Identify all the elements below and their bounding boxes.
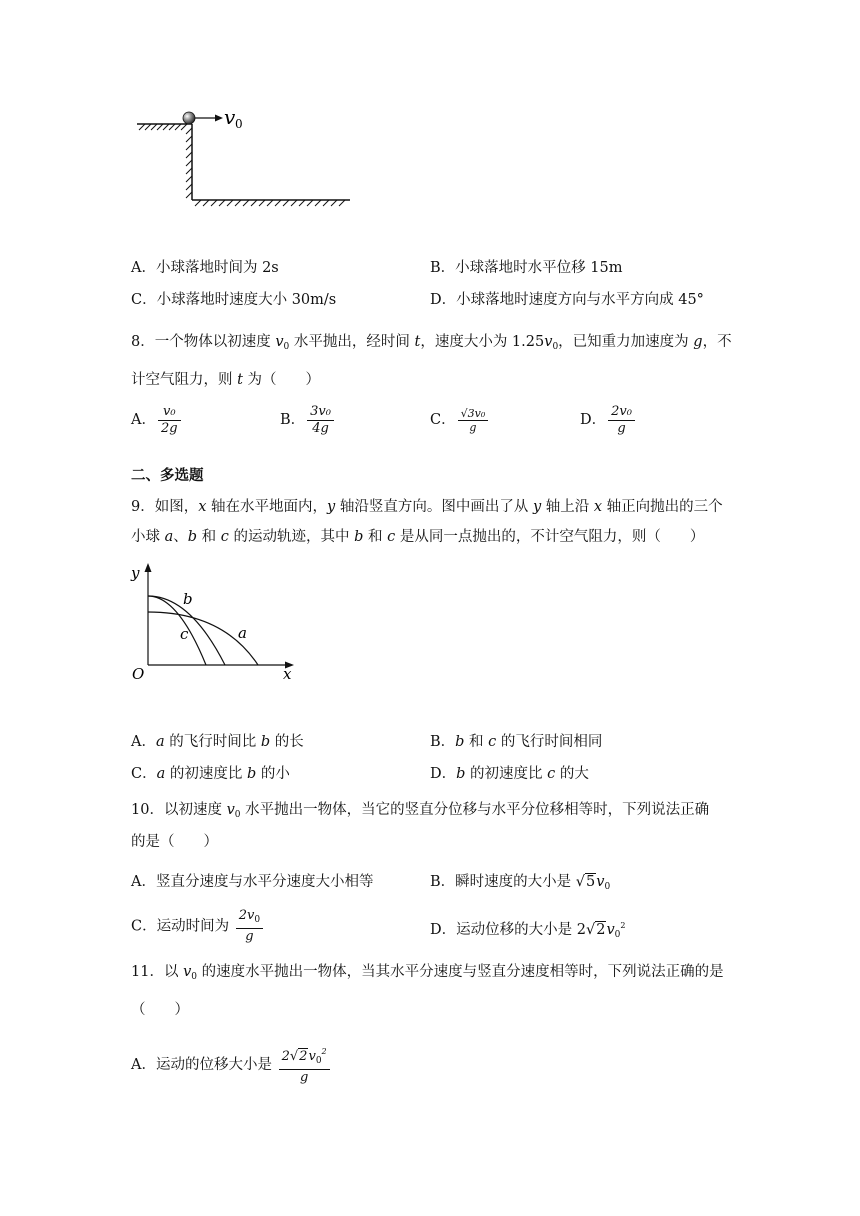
q11-stem-line1: 11．以 $v_0$ 的速度水平抛出一物体，当其水平分速度与竖直分速度相等时，下列说法正确的是 — [131, 964, 724, 982]
q9-stem-line2: 小球 a、b 和 c 的运动轨迹，其中 b 和 c 是从同一点抛出的，不计空气阻力，则（ ） — [131, 529, 705, 545]
q7-option-c: C．小球落地时速度大小 30m/s — [131, 292, 337, 308]
q11-stem-line2: （ ） — [131, 1002, 189, 1018]
section-title-multiple-choice: 二、多选题 — [131, 468, 204, 484]
q8-option-b: B． $\frac{\text{3v₀}}{4g}$ — [280, 402, 336, 438]
q9-option-a: A．a 的飞行时间比 b 的长 — [131, 734, 304, 750]
label-b: b — [183, 590, 193, 608]
q7-option-b: B．小球落地时水平位移 15m — [430, 260, 623, 276]
q7-option-a: A．小球落地时间为 2s — [131, 260, 279, 276]
q8-option-a: A． $\frac{\text{v₀}}{2g}$ — [131, 402, 183, 438]
q10-option-b: B．瞬时速度的大小是 $√5v_0$ — [430, 874, 611, 892]
q10-option-a: A．竖直分速度与水平分速度大小相等 — [131, 874, 374, 890]
q7-option-d: D．小球落地时速度方向与水平方向成 45° — [430, 292, 704, 308]
q8-option-c: C． $\frac{\text{√3v₀}}{g}$ — [430, 402, 490, 438]
q9-stem-line1: 9．如图，x 轴在水平地面内，y 轴沿竖直方向。图中画出了从 y 轴上沿 x 轴正向抛出的三个 — [131, 499, 723, 515]
q9-option-d: D．b 的初速度比 c 的大 — [430, 766, 589, 782]
cliff-figure — [125, 100, 365, 215]
q9-option-c: C．a 的初速度比 b 的小 — [131, 766, 290, 782]
trajectory-figure — [128, 560, 303, 685]
q10-stem-line2: 的是（ ） — [131, 834, 218, 850]
origin-label: O — [132, 665, 145, 683]
x-axis-label: x — [283, 665, 292, 683]
q10-stem-line1: 10．以初速度 $v_0$ 水平抛出一物体，当它的竖直分位移与水平分位移相等时，下列说法正确 — [131, 802, 710, 820]
q8-stem-line2: 计空气阻力，则 t 为（ ） — [131, 372, 321, 388]
label-c: c — [180, 625, 189, 643]
q11-option-a: A．运动的位移大小是 $\frac{2√2v_0^2}{g}$ — [131, 1044, 332, 1086]
v0-label: v — [224, 105, 236, 129]
y-axis-label: y — [131, 564, 140, 582]
trajectory-c — [148, 596, 206, 665]
ball — [183, 112, 195, 124]
q8-stem-line1: 8．一个物体以初速度 $v_0$ 水平抛出，经时间 t，速度大小为 $1.25v_0$，已知重力加速度为 g，不 — [131, 334, 732, 352]
v0-subscript: 0 — [235, 117, 243, 131]
q10-option-c: C．运动时间为 $\frac{2v_0}{g}$ — [131, 908, 265, 945]
q9-option-b: B．b 和 c 的飞行时间相同 — [430, 734, 603, 750]
q8-option-d: D． $\frac{\text{2v₀}}{g}$ — [580, 402, 637, 438]
q10-option-d: D．运动位移的大小是 $2√2v_0^2$ — [430, 921, 626, 940]
label-a: a — [238, 624, 247, 642]
